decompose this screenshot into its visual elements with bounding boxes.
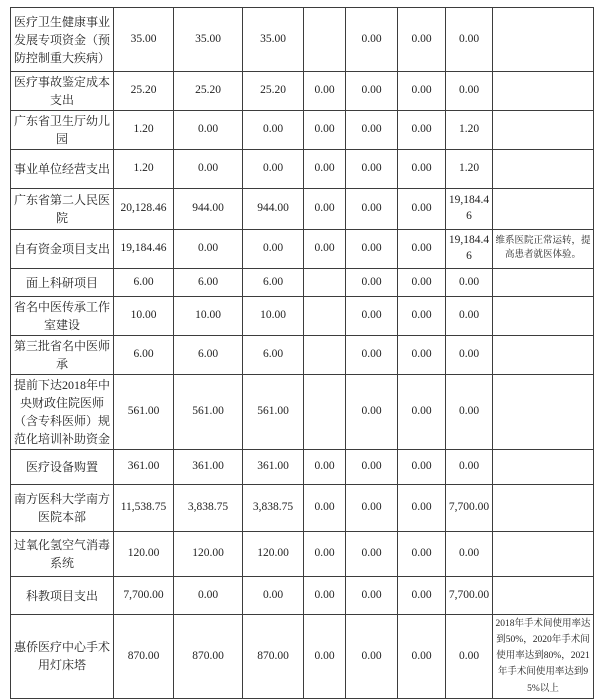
note-cell bbox=[493, 532, 594, 577]
value-cell: 35.00 bbox=[174, 8, 243, 72]
note-cell bbox=[493, 8, 594, 72]
value-cell: 35.00 bbox=[243, 8, 304, 72]
value-cell: 7,700.00 bbox=[446, 485, 493, 532]
item-name-cell: 南方医科大学南方医院本部 bbox=[11, 485, 114, 532]
value-cell: 120.00 bbox=[114, 532, 174, 577]
value-cell: 0.00 bbox=[398, 8, 446, 72]
value-cell: 6.00 bbox=[243, 336, 304, 375]
value-cell: 7,700.00 bbox=[446, 577, 493, 615]
value-cell: 0.00 bbox=[346, 336, 398, 375]
value-cell: 561.00 bbox=[243, 375, 304, 450]
value-cell: 944.00 bbox=[243, 189, 304, 230]
table-row bbox=[11, 150, 594, 189]
value-cell: 0.00 bbox=[174, 111, 243, 150]
note-cell: 2018年手术间使用率达到50%，2020年手术间使用率达到80%，2021年手术间使用率达到95%以上 bbox=[493, 615, 594, 699]
value-cell: 0.00 bbox=[304, 230, 346, 269]
value-cell: 35.00 bbox=[114, 8, 174, 72]
value-cell: 0.00 bbox=[243, 150, 304, 189]
value-cell: 0.00 bbox=[346, 230, 398, 269]
note-cell: 维系医院正常运转，提高患者就医体验。 bbox=[493, 230, 594, 269]
value-cell: 0.00 bbox=[304, 111, 346, 150]
value-cell: 11,538.75 bbox=[114, 485, 174, 532]
value-cell: 0.00 bbox=[446, 450, 493, 485]
value-cell: 0.00 bbox=[398, 336, 446, 375]
value-cell: 0.00 bbox=[346, 532, 398, 577]
value-cell: 120.00 bbox=[174, 532, 243, 577]
table-row bbox=[11, 111, 594, 150]
item-name-cell: 惠侨医疗中心手术用灯床塔 bbox=[11, 615, 114, 699]
note-cell bbox=[493, 111, 594, 150]
note-cell bbox=[493, 450, 594, 485]
table-row bbox=[11, 8, 594, 72]
value-cell: 0.00 bbox=[346, 111, 398, 150]
value-cell: 0.00 bbox=[346, 375, 398, 450]
note-cell bbox=[493, 485, 594, 532]
value-cell bbox=[304, 297, 346, 336]
budget-table bbox=[10, 7, 594, 699]
value-cell: 0.00 bbox=[398, 150, 446, 189]
value-cell: 0.00 bbox=[346, 450, 398, 485]
item-name-cell: 广东省卫生厅幼儿园 bbox=[11, 111, 114, 150]
value-cell: 0.00 bbox=[398, 577, 446, 615]
value-cell: 3,838.75 bbox=[243, 485, 304, 532]
table-row bbox=[11, 336, 594, 375]
value-cell: 0.00 bbox=[174, 577, 243, 615]
value-cell: 0.00 bbox=[398, 297, 446, 336]
value-cell: 361.00 bbox=[174, 450, 243, 485]
value-cell: 7,700.00 bbox=[114, 577, 174, 615]
table-row bbox=[11, 450, 594, 485]
value-cell: 19,184.46 bbox=[114, 230, 174, 269]
value-cell: 0.00 bbox=[398, 111, 446, 150]
value-cell: 0.00 bbox=[304, 450, 346, 485]
table-row bbox=[11, 230, 594, 269]
value-cell: 0.00 bbox=[398, 450, 446, 485]
item-name-cell: 第三批省名中医师承 bbox=[11, 336, 114, 375]
note-cell bbox=[493, 189, 594, 230]
note-cell bbox=[493, 297, 594, 336]
value-cell: 10.00 bbox=[174, 297, 243, 336]
value-cell: 0.00 bbox=[243, 230, 304, 269]
value-cell: 0.00 bbox=[446, 615, 493, 699]
value-cell: 0.00 bbox=[346, 297, 398, 336]
value-cell: 0.00 bbox=[304, 577, 346, 615]
value-cell: 0.00 bbox=[346, 150, 398, 189]
value-cell bbox=[304, 269, 346, 297]
value-cell: 0.00 bbox=[446, 72, 493, 111]
item-name-cell: 省名中医传承工作室建设 bbox=[11, 297, 114, 336]
value-cell: 0.00 bbox=[304, 485, 346, 532]
value-cell: 0.00 bbox=[446, 336, 493, 375]
value-cell: 6.00 bbox=[174, 336, 243, 375]
value-cell: 0.00 bbox=[398, 269, 446, 297]
value-cell: 1.20 bbox=[446, 150, 493, 189]
value-cell: 0.00 bbox=[243, 577, 304, 615]
value-cell: 19,184.46 bbox=[446, 189, 493, 230]
value-cell: 870.00 bbox=[174, 615, 243, 699]
value-cell: 0.00 bbox=[398, 72, 446, 111]
value-cell: 561.00 bbox=[174, 375, 243, 450]
item-name-cell: 提前下达2018年中央财政住院医师（含专科医师）规范化培训补助资金 bbox=[11, 375, 114, 450]
value-cell: 0.00 bbox=[398, 189, 446, 230]
note-cell bbox=[493, 336, 594, 375]
value-cell: 19,184.46 bbox=[446, 230, 493, 269]
value-cell: 0.00 bbox=[398, 532, 446, 577]
value-cell: 361.00 bbox=[114, 450, 174, 485]
value-cell: 0.00 bbox=[346, 189, 398, 230]
value-cell: 0.00 bbox=[174, 150, 243, 189]
value-cell: 0.00 bbox=[446, 8, 493, 72]
value-cell: 0.00 bbox=[346, 485, 398, 532]
item-name-cell: 医疗卫生健康事业发展专项资金（预防控制重大疾病） bbox=[11, 8, 114, 72]
value-cell: 6.00 bbox=[243, 269, 304, 297]
value-cell: 0.00 bbox=[174, 230, 243, 269]
note-cell bbox=[493, 150, 594, 189]
value-cell: 10.00 bbox=[114, 297, 174, 336]
item-name-cell: 医疗事故鉴定成本支出 bbox=[11, 72, 114, 111]
value-cell: 0.00 bbox=[398, 485, 446, 532]
value-cell: 6.00 bbox=[114, 336, 174, 375]
value-cell: 870.00 bbox=[114, 615, 174, 699]
value-cell: 0.00 bbox=[346, 72, 398, 111]
note-cell bbox=[493, 375, 594, 450]
note-cell bbox=[493, 269, 594, 297]
value-cell: 1.20 bbox=[446, 111, 493, 150]
value-cell: 0.00 bbox=[398, 230, 446, 269]
item-name-cell: 自有资金项目支出 bbox=[11, 230, 114, 269]
value-cell: 0.00 bbox=[304, 615, 346, 699]
value-cell: 25.20 bbox=[114, 72, 174, 111]
value-cell bbox=[304, 336, 346, 375]
table-row bbox=[11, 485, 594, 532]
value-cell: 361.00 bbox=[243, 450, 304, 485]
value-cell: 0.00 bbox=[243, 111, 304, 150]
value-cell: 0.00 bbox=[304, 189, 346, 230]
item-name-cell: 过氧化氢空气消毒系统 bbox=[11, 532, 114, 577]
table-row bbox=[11, 577, 594, 615]
note-cell bbox=[493, 577, 594, 615]
value-cell: 0.00 bbox=[304, 72, 346, 111]
value-cell: 0.00 bbox=[398, 375, 446, 450]
value-cell: 25.20 bbox=[243, 72, 304, 111]
value-cell: 0.00 bbox=[446, 269, 493, 297]
value-cell: 120.00 bbox=[243, 532, 304, 577]
value-cell: 0.00 bbox=[304, 532, 346, 577]
item-name-cell: 科教项目支出 bbox=[11, 577, 114, 615]
item-name-cell: 医疗设备购置 bbox=[11, 450, 114, 485]
table-row bbox=[11, 269, 594, 297]
table-row bbox=[11, 375, 594, 450]
item-name-cell: 广东省第二人民医院 bbox=[11, 189, 114, 230]
value-cell: 0.00 bbox=[346, 577, 398, 615]
value-cell bbox=[304, 8, 346, 72]
value-cell: 0.00 bbox=[446, 532, 493, 577]
value-cell: 20,128.46 bbox=[114, 189, 174, 230]
value-cell: 6.00 bbox=[114, 269, 174, 297]
table-row bbox=[11, 72, 594, 111]
value-cell: 0.00 bbox=[446, 297, 493, 336]
table-row bbox=[11, 189, 594, 230]
value-cell: 870.00 bbox=[243, 615, 304, 699]
value-cell: 1.20 bbox=[114, 111, 174, 150]
note-cell bbox=[493, 72, 594, 111]
item-name-cell: 事业单位经营支出 bbox=[11, 150, 114, 189]
value-cell: 0.00 bbox=[346, 615, 398, 699]
value-cell: 0.00 bbox=[446, 375, 493, 450]
item-name-cell: 面上科研项目 bbox=[11, 269, 114, 297]
table-row bbox=[11, 297, 594, 336]
value-cell: 0.00 bbox=[398, 615, 446, 699]
table-body bbox=[11, 8, 594, 699]
value-cell: 25.20 bbox=[174, 72, 243, 111]
value-cell: 3,838.75 bbox=[174, 485, 243, 532]
value-cell: 1.20 bbox=[114, 150, 174, 189]
value-cell: 561.00 bbox=[114, 375, 174, 450]
value-cell: 0.00 bbox=[346, 8, 398, 72]
table-row bbox=[11, 615, 594, 699]
value-cell: 0.00 bbox=[346, 269, 398, 297]
value-cell: 944.00 bbox=[174, 189, 243, 230]
table-row bbox=[11, 532, 594, 577]
value-cell: 10.00 bbox=[243, 297, 304, 336]
value-cell: 6.00 bbox=[174, 269, 243, 297]
value-cell: 0.00 bbox=[304, 150, 346, 189]
value-cell bbox=[304, 375, 346, 450]
